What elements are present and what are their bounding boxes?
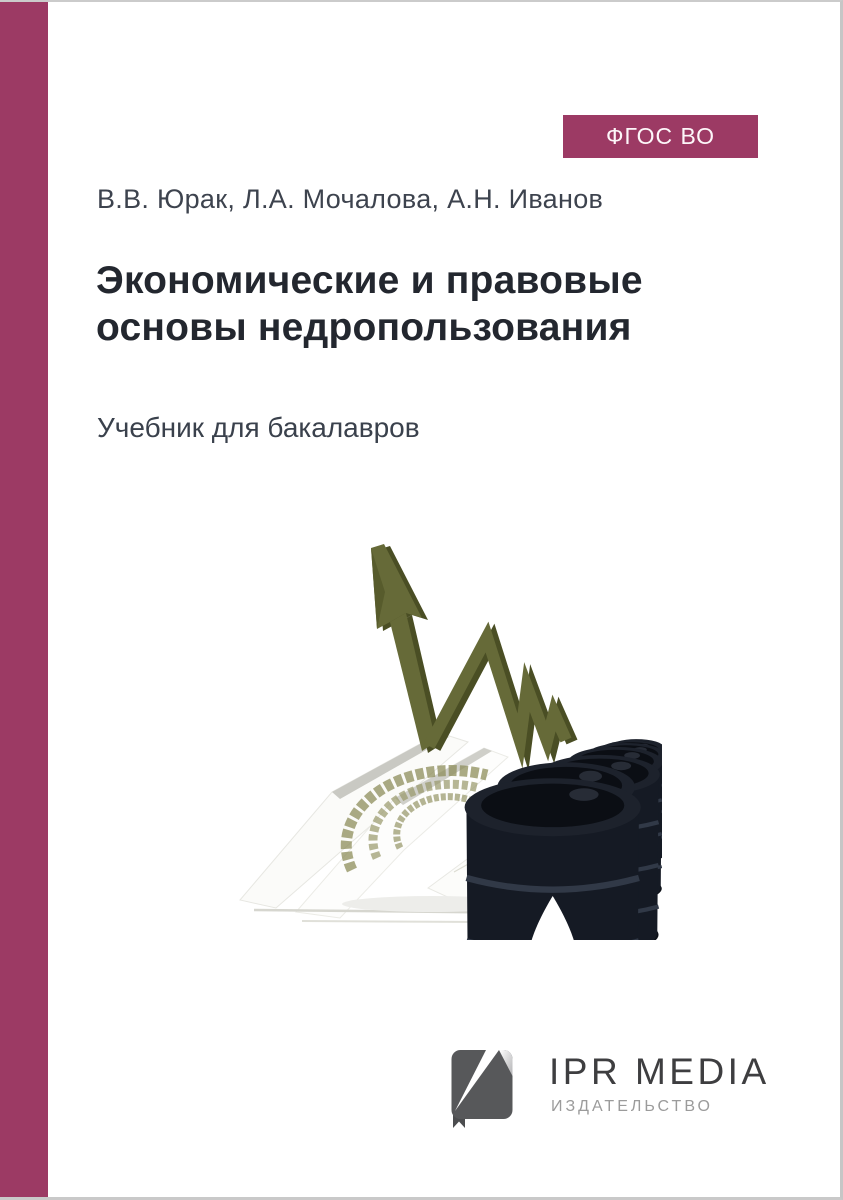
fgos-vo-badge-label: ФГОС ВО	[605, 123, 715, 149]
book-title	[96, 257, 643, 351]
book-title-line-1: Экономические и правовые	[96, 259, 643, 302]
growth-arrow	[371, 544, 572, 753]
spine-accent-stripe	[0, 0, 48, 1200]
fgos-vo-badge	[563, 115, 758, 158]
ipr-media-logo-icon	[451, 1050, 514, 1130]
authors-line: В.В. Юрак, Л.А. Мочалова, А.Н. Иванов	[97, 184, 604, 214]
oil-barrel	[465, 778, 641, 940]
publisher-name: IPR MEDIA	[549, 1051, 770, 1092]
book-title-line-2: основы недропользования	[96, 306, 632, 349]
book-subtitle: Учебник для бакалавров	[97, 412, 420, 443]
oil-market-growth-illustration: OIL	[232, 540, 662, 940]
publisher-tagline: ИЗДАТЕЛЬСТВО	[551, 1098, 713, 1115]
